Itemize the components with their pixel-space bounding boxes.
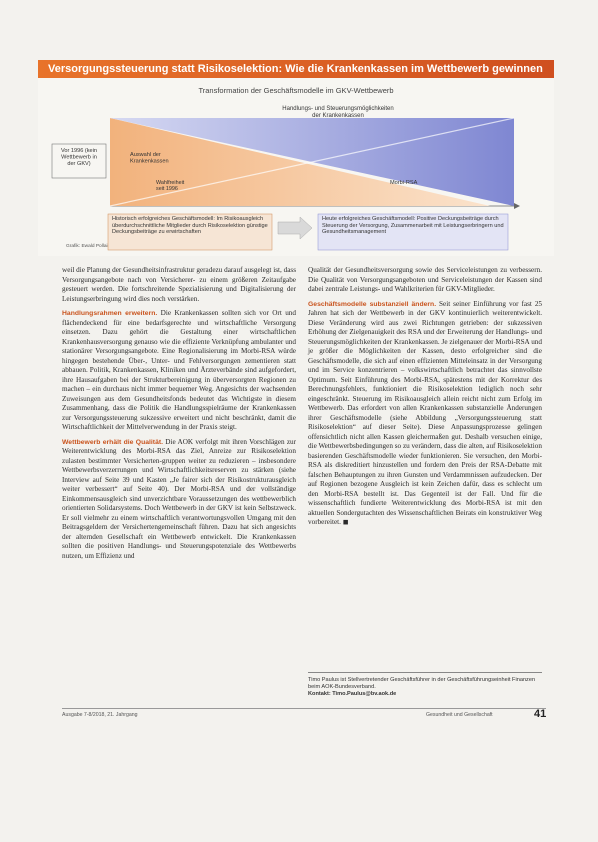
- since-1996-label: Wahlfreiheit seit 1996: [156, 180, 185, 193]
- paragraph: [308, 300, 542, 528]
- page-number: 41: [534, 708, 547, 720]
- section-heading: Wettbewerb erhält die Qualität.: [62, 438, 163, 446]
- paragraph-text: Seit seiner Einführung vor fast 25 Jahren hat sich der Wettbewerb in der GKV kontinuierlich weiterentwickelt. Diese Veränderung wird aus zwei Richtungen getrieben: der sukzessiven Erhöhung der Zielgenauigkeit des RSA und der Erweiterung der Handlungs- und Steuerungsmöglichkeiten der Krankenkassen. Je zielgenauer der Morbi-RSA und je größer die Möglichkeiten der Kassen, desto erfolgreicher sind die Geschäftsmodelle, die sich auf einen effizienten Mitteleinsatz in der Versorgung und im Service konzentrieren – volkswirtschaftlich betrachtet das sinnvollste Optimum. Seit Einführung des Morbi-RSA, spätestens mit der Korrektur des Berechnungsfehlers, funktioniert die Risikoselektion lediglich noch sehr eingeschränkt. Steuerung im Risikoausgleich allein reicht nicht zum Erfolg im Wettbewerb. Das erfordert von allen Krankenkassen substanzielle Änderungen ihrer Geschäftsmodelle (siehe Abbildung „Versorgungssteuerung statt Risikoselektion“ auf dieser Seite). Diese Anpassungsprozesse gelingen offensichtlich nicht allen Kassen gleichermaßen gut. Deshalb versuchen einige, die Wettbewerbsbedingungen so zu verändern, dass die alten, auf Risikoselektion basierenden Geschäftsmodelle wieder funktionieren. Sie versuchen, den Morbi-RSA als diskreditiert hinzustellen und fordern den Preis der RSA-Debatte mit falschen Behauptungen zu ihren Gunsten und Verdammnissen aufzudecken. Der auf Regionen bezogene Ausgleich ist kein Zeichen dafür, dass es schlecht um den Morbi-RSA bestellt ist. Das Gegenteil ist der Fall. Und für die wissenschaftlich fundierte Weiterentwicklung des Morbi-RSA ist mit den aktuellen Sondergutachten des Wissenschaftlichen Beirats ein konstruktiver Weg vorbereitet. ◼: [308, 299, 543, 526]
- issue-info: Ausgabe 7-8/2018, 21. Jahrgang: [62, 712, 138, 718]
- author-box: [308, 672, 542, 699]
- paragraph-text: Die AOK verfolgt mit ihren Vorschlägen zur Weiterentwicklung des Morbi-RSA das Ziel, Anreize zur Risikoselektion zulasten bestimmter Versicherten-gruppen weiter zu reduzieren – insbesondere Wettbewerbsverzerrungen und Wirtschaftlichkeitsreserven zu stärken (siehe Interview auf Seite 39 und Kasten „Je fairer sich der Risikostrukturausgleich weiter verbessert“ auf Seite 40). Der Morbi-RSA und der vollständige Einkommensausgleich sind unverzichtbare Voraussetzungen des wettbewerblich orientierten Solidarsystems. Doch Wettbewerb in der GKV ist kein Selbstzweck. Er soll vielmehr zu einem wirtschaftlich verantwortungsvollen Umgang mit den Beitragsgeldern der Versichertengemeinschaft führen. Dazu hat sich angesichts der alternden Gesellschaft ein Wettbewerb entwickelt. Die Krankenkassen sollten die positiven Handlungs- und Steuerungspotenziale des Wettbewerbs nutzen, um Effizienz und: [62, 437, 296, 560]
- historic-model-text: Historisch erfolgreiches Geschäftsmodell: Im Risikoausgleich überdurchschnittliche Mitglieder durch Risikoselektion günstige Deckungsbeiträge zu erwirtschaften: [112, 216, 268, 236]
- right-column: [308, 266, 542, 533]
- top-label: Handlungs- und Steuerungsmöglichkeiten der Krankenkassen: [282, 106, 394, 119]
- paragraph: [62, 266, 296, 304]
- section-heading: Geschäftsmodelle substanziell ändern.: [308, 300, 437, 308]
- infographic-banner: Versorgungssteuerung statt Risikoselektion: Wie die Krankenkassen im Wettbewerb gewinnen: [38, 60, 554, 78]
- section-heading: Handlungsrahmen erweitern.: [62, 310, 158, 317]
- current-model-text: Heute erfolgreiches Geschäftsmodell: Positive Deckungsbeiträge durch Steuerung der Versorgung, Zusammenarbeit mit Leistungserbringern und Gesundheitsmanagement: [322, 216, 504, 236]
- footer-divider: [62, 708, 546, 709]
- paragraph-text: Die Krankenkassen sollten sich vor Ort und flächendeckend für eine bedarfsgerechte und wirtschaftliche Versorgung einsetzen. Dazu gehört die Gestaltung einer wirtschaftlichen Krankenhausversorgung genauso wie die effiziente Verknüpfung ambulanter und stationärer Versorgungsangebote. Eine Regionalisierung im Morbi-RSA würde hingegen bestehende Über-, Unter- und Fehlversorgungen zementieren statt abbauen. Politik, Krankenkassen, Kliniken und Ärzteverbände sind aufgefordert, ihre Hausaufgaben bei der Strukturbereinigung in überversorgten Regionen zu machen – ein durchaus nicht immer bequemer Weg. Angesichts der wachsenden Zuweisungen aus dem Gesundheitsfonds bedeutet das Wichtigste in diesem Zusammenhang, dass die Politik die Handlungsspielräume der Krankenkassen zur Versorgungssteuerung sukzessive erweitert und nicht beschränkt, damit die Wirtschaftlichkeit der Mittelverwendung in der Praxis steigt.: [62, 309, 296, 431]
- infographic-subtitle: Transformation der Geschäftsmodelle im GKV-Wettbewerb: [198, 86, 394, 95]
- graphic-credit: Grafik: Ewald Pollai: [66, 244, 108, 249]
- paragraph: [62, 309, 296, 433]
- paragraph: [62, 438, 296, 562]
- transition-arrow: [278, 217, 312, 239]
- infographic: [38, 60, 554, 256]
- magazine-title: Gesundheit und Gesellschaft: [426, 712, 493, 718]
- paragraph-text: weil die Planung der Gesundheitsinfrastruktur geradezu darauf ausgelegt ist, dass Versorgungsangebote nach von Versicherer- zu einem größeren Zeitaufgabe gesteuert werden. Die fortschreitende Spezialisierung und Digitalisierung der Leistungserbringung wird dies noch verstärken.: [62, 266, 296, 303]
- x-axis-arrow: [514, 203, 520, 209]
- paragraph-text: Qualität der Gesundheitsversorgung sowie des Serviceleistungen zu verbessern. Die Qualität von Versorgungsangeboten und Serviceleistungen der Kassen sind dabei zentrale Leistungs- und Wahlkriterien für GKV-Mitglieder.: [308, 266, 542, 293]
- insured-label: Auswahl der Krankenkassen: [130, 152, 169, 165]
- pre-1996-label: Vor 1996 (kein Wettbewerb in der GKV): [60, 148, 98, 167]
- left-column: [62, 266, 296, 566]
- author-bio: Timo Paulus ist Stellvertretender Geschäftsführer in der Geschäftsführungseinheit Finanzen beim AOK-Bundesverband.: [308, 677, 536, 691]
- paragraph: [308, 266, 542, 295]
- morbi-rsa-label: Morbi-RSA: [390, 180, 418, 186]
- author-contact[interactable]: Kontakt: Timo.Paulus@bv.aok.de: [308, 691, 397, 698]
